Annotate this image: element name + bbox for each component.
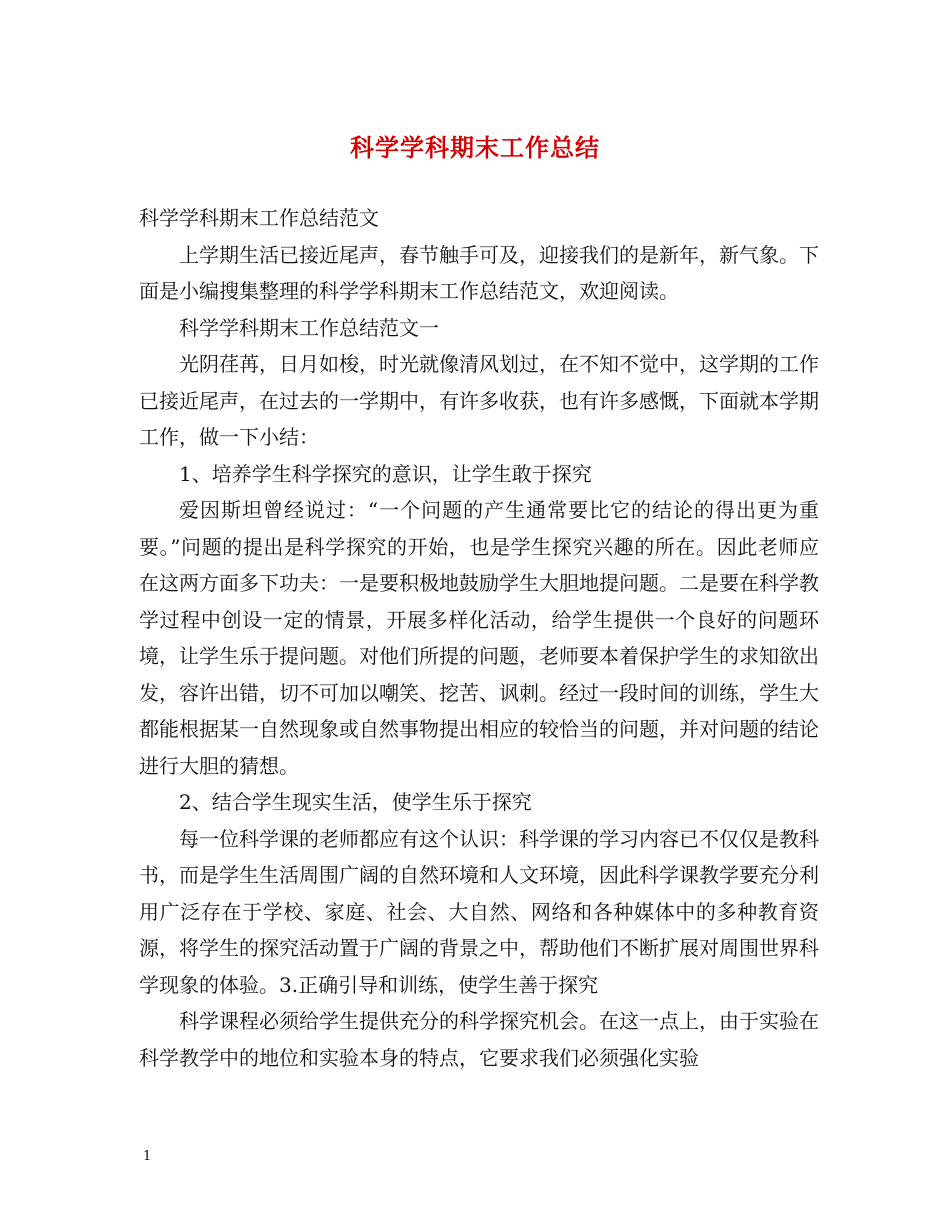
paragraph-point-2-body: 每一位科学课的老师都应有这个认识：科学课的学习内容已不仅仅是教科书，而是学生生活周围广阔的自然环境和人文环境，因此科学课教学要充分利用广泛存在于学校、家庭、社会、大自然、网络和各种媒体中的多种教育资源，将学生的探究活动置于广阔的背景之中，帮助他们不断扩展对周围世界科学现象的体验。3.正确引导和训练，使学生善于探究 bbox=[139, 826, 819, 997]
paragraph-subtitle: 科学学科期末工作总结范文 bbox=[139, 206, 379, 230]
paragraph-opening: 光阴荏苒，日月如梭，时光就像清风划过，在不知不觉中，这学期的工作已接近尾声，在过去的一学期中，有许多收获，也有许多感慨，下面就本学期工作，做一下小结： bbox=[139, 352, 819, 449]
paragraph-point-3-body: 科学课程必须给学生提供充分的科学探究机会。在这一点上，由于实验在科学教学中的地位和实验本身的特点，它要求我们必须强化实验 bbox=[139, 1009, 819, 1070]
document-title: 科学学科期末工作总结 bbox=[350, 133, 600, 162]
paragraph-point-1-heading: 1、培养学生科学探究的意识，让学生敢于探究 bbox=[179, 461, 592, 486]
paragraph-intro: 上学期生活已接近尾声，春节触手可及，迎接我们的是新年，新气象。下面是小编搜集整理的科学学科期末工作总结范文，欢迎阅读。 bbox=[139, 242, 819, 303]
document-body bbox=[139, 200, 819, 1076]
paragraph-point-2-heading: 2、结合学生现实生活，使学生乐于探究 bbox=[179, 790, 532, 814]
page-number: 1 bbox=[143, 1149, 152, 1164]
paragraph-point-1-body: 爱因斯坦曾经说过：“一个问题的产生通常要比它的结论的得出更为重要。”问题的提出是科学探究的开始，也是学生探究兴趣的所在。因此老师应在这两方面多下功夫：一是要积极地鼓励学生大胆地提问题。二是要在科学教学过程中创设一定的情景，开展多样化活动，给学生提供一个良好的问题环境，让学生乐于提问题。对他们所提的问题，老师要本着保护学生的求知欲出发，容许出错，切不可加以嘲笑、挖苦、讽刺。经过一段时间的训练，学生大都能根据某一自然现象或自然事物提出相应的较恰当的问题，并对问题的结论进行大胆的猜想。 bbox=[139, 498, 819, 778]
paragraph-section-heading: 科学学科期末工作总结范文一 bbox=[179, 315, 439, 340]
